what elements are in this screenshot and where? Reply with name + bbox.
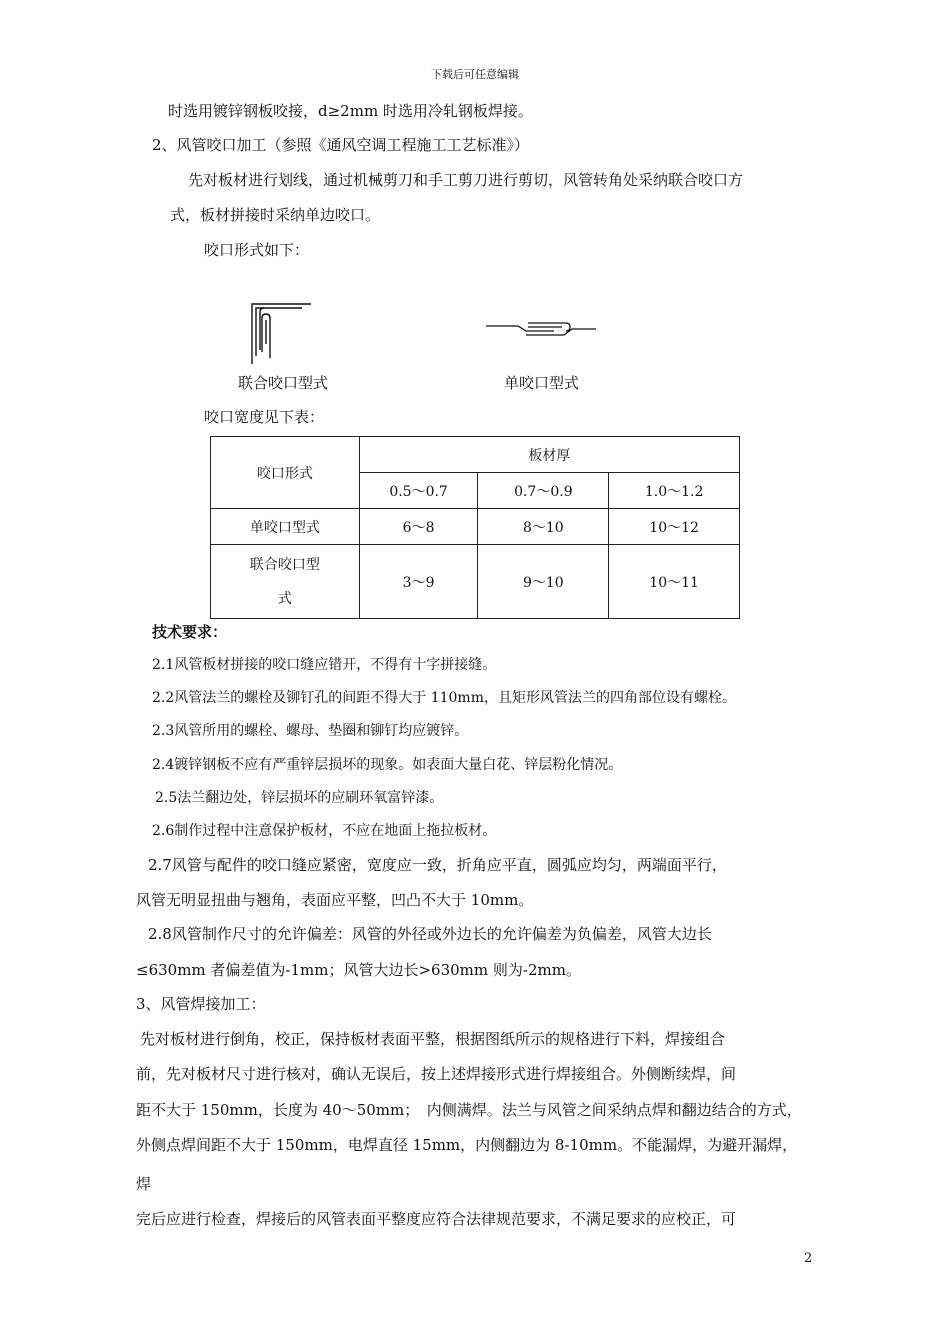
section-3-line-1: 先对板材进行倒角，校正，保持板材表面平整，根据图纸所示的规格进行下料，焊接组合: [140, 1030, 726, 1048]
section-3-line-6: 完后应进行检查，焊接后的风管表面平整度应符合法律规范要求，不满足要求的应校正，可: [136, 1210, 737, 1228]
tech-item-1: 2.1风管板材拼接的咬口缝应错开，不得有十字拼接缝。: [152, 657, 497, 673]
row-form-label: [211, 545, 360, 619]
header-note: 下载后可任意编辑: [431, 68, 519, 81]
seam-intro: 咬口形式如下：: [204, 241, 310, 259]
table-cell: 3～9: [359, 545, 478, 619]
seam-width-table: [210, 436, 740, 619]
header-seam-form: 咬口形式: [211, 437, 360, 509]
section-3-line-3: 距不大于 150mm，长度为 40～50mm； 内侧满焊。法兰与风管之间采纳点焊和翻边结合的方式，: [136, 1101, 802, 1119]
section-2-title: 2、风管咬口加工（参照《通风空调工程施工工艺标准》）: [152, 136, 530, 154]
para-1-line-2: 式，板材拼接时采纳单边咬口。: [170, 206, 381, 224]
tech-item-8-line-2: ≤630mm 者偏差值为-1mm；风管大边长>630mm 则为-2mm。: [136, 961, 581, 979]
table-cell: 8～10: [478, 509, 609, 545]
section-3-line-2: 前，先对板材尺寸进行核对，确认无误后，按上述焊接形式进行焊接组合。外侧断续焊，间: [136, 1065, 737, 1083]
tech-item-7-line-1: 2.7风管与配件的咬口缝应紧密，宽度应一致，折角应平直，圆弧应均匀，两端面平行，: [148, 856, 727, 874]
table-row: [211, 545, 740, 619]
table-intro: 咬口宽度见下表：: [204, 408, 325, 426]
single-seam-diagram: [484, 316, 600, 340]
section-3-line-4: 外侧点焊间距不大于 150mm，电焊直径 15mm，内侧翻边为 8-10mm。不能漏焊，为避开漏焊，: [136, 1136, 798, 1154]
header-thickness: 板材厚: [359, 437, 739, 473]
tech-item-4: 2.4镀锌钢板不应有严重锌层损坏的现象。如表面大量白花、锌层粉化情况。: [152, 757, 623, 773]
page-number: 2: [804, 1251, 813, 1266]
table-cell: 6～8: [359, 509, 478, 545]
thickness-range: 0.5～0.7: [359, 473, 478, 509]
table-row: [211, 509, 740, 545]
tech-item-2: 2.2风管法兰的螺栓及铆钉孔的间距不得大于 110mm，且矩形风管法兰的四角部位设有螺栓。: [152, 690, 736, 706]
section-3-line-5: 焊: [136, 1175, 152, 1193]
row-form-label: 单咬口型式: [211, 509, 360, 545]
row-form-label-line-2: 式: [277, 590, 292, 607]
row-form-label-line-1: 联合咬口型: [249, 556, 320, 573]
section-3-title: 3、风管焊接加工：: [136, 995, 266, 1013]
thickness-range: 0.7～0.9: [478, 473, 609, 509]
thickness-range: 1.0～1.2: [609, 473, 740, 509]
body-line-1: 时选用镀锌钢板咬接，d≥2mm 时选用冷轧钢板焊接。: [168, 102, 533, 120]
tech-item-5: 2.5法兰翻边处，锌层损坏的应刷环氧富锌漆。: [155, 790, 444, 806]
tech-item-7-line-2: 风管无明显扭曲与翘角，表面应平整，凹凸不大于 10mm。: [136, 891, 534, 909]
tech-item-6: 2.6制作过程中注意保护板材，不应在地面上拖拉板材。: [152, 823, 497, 839]
tech-item-8-line-1: 2.8风管制作尺寸的允许偏差：风管的外径或外边长的允许偏差为负偏差，风管大边长: [148, 925, 712, 943]
table-cell: 10～12: [609, 509, 740, 545]
combined-seam-label: 联合咬口型式: [238, 374, 329, 392]
tech-title: 技术要求：: [152, 623, 228, 641]
combined-seam-diagram: [240, 296, 320, 368]
tech-item-3: 2.3风管所用的螺栓、螺母、垫圈和铆钉均应镀锌。: [152, 723, 469, 739]
table-cell: 9～10: [478, 545, 609, 619]
table-cell: 10～11: [609, 545, 740, 619]
single-seam-label: 单咬口型式: [504, 374, 580, 392]
para-1-line-1: 先对板材进行划线，通过机械剪刀和手工剪刀进行剪切，风管转角处采纳联合咬口方: [188, 171, 744, 189]
